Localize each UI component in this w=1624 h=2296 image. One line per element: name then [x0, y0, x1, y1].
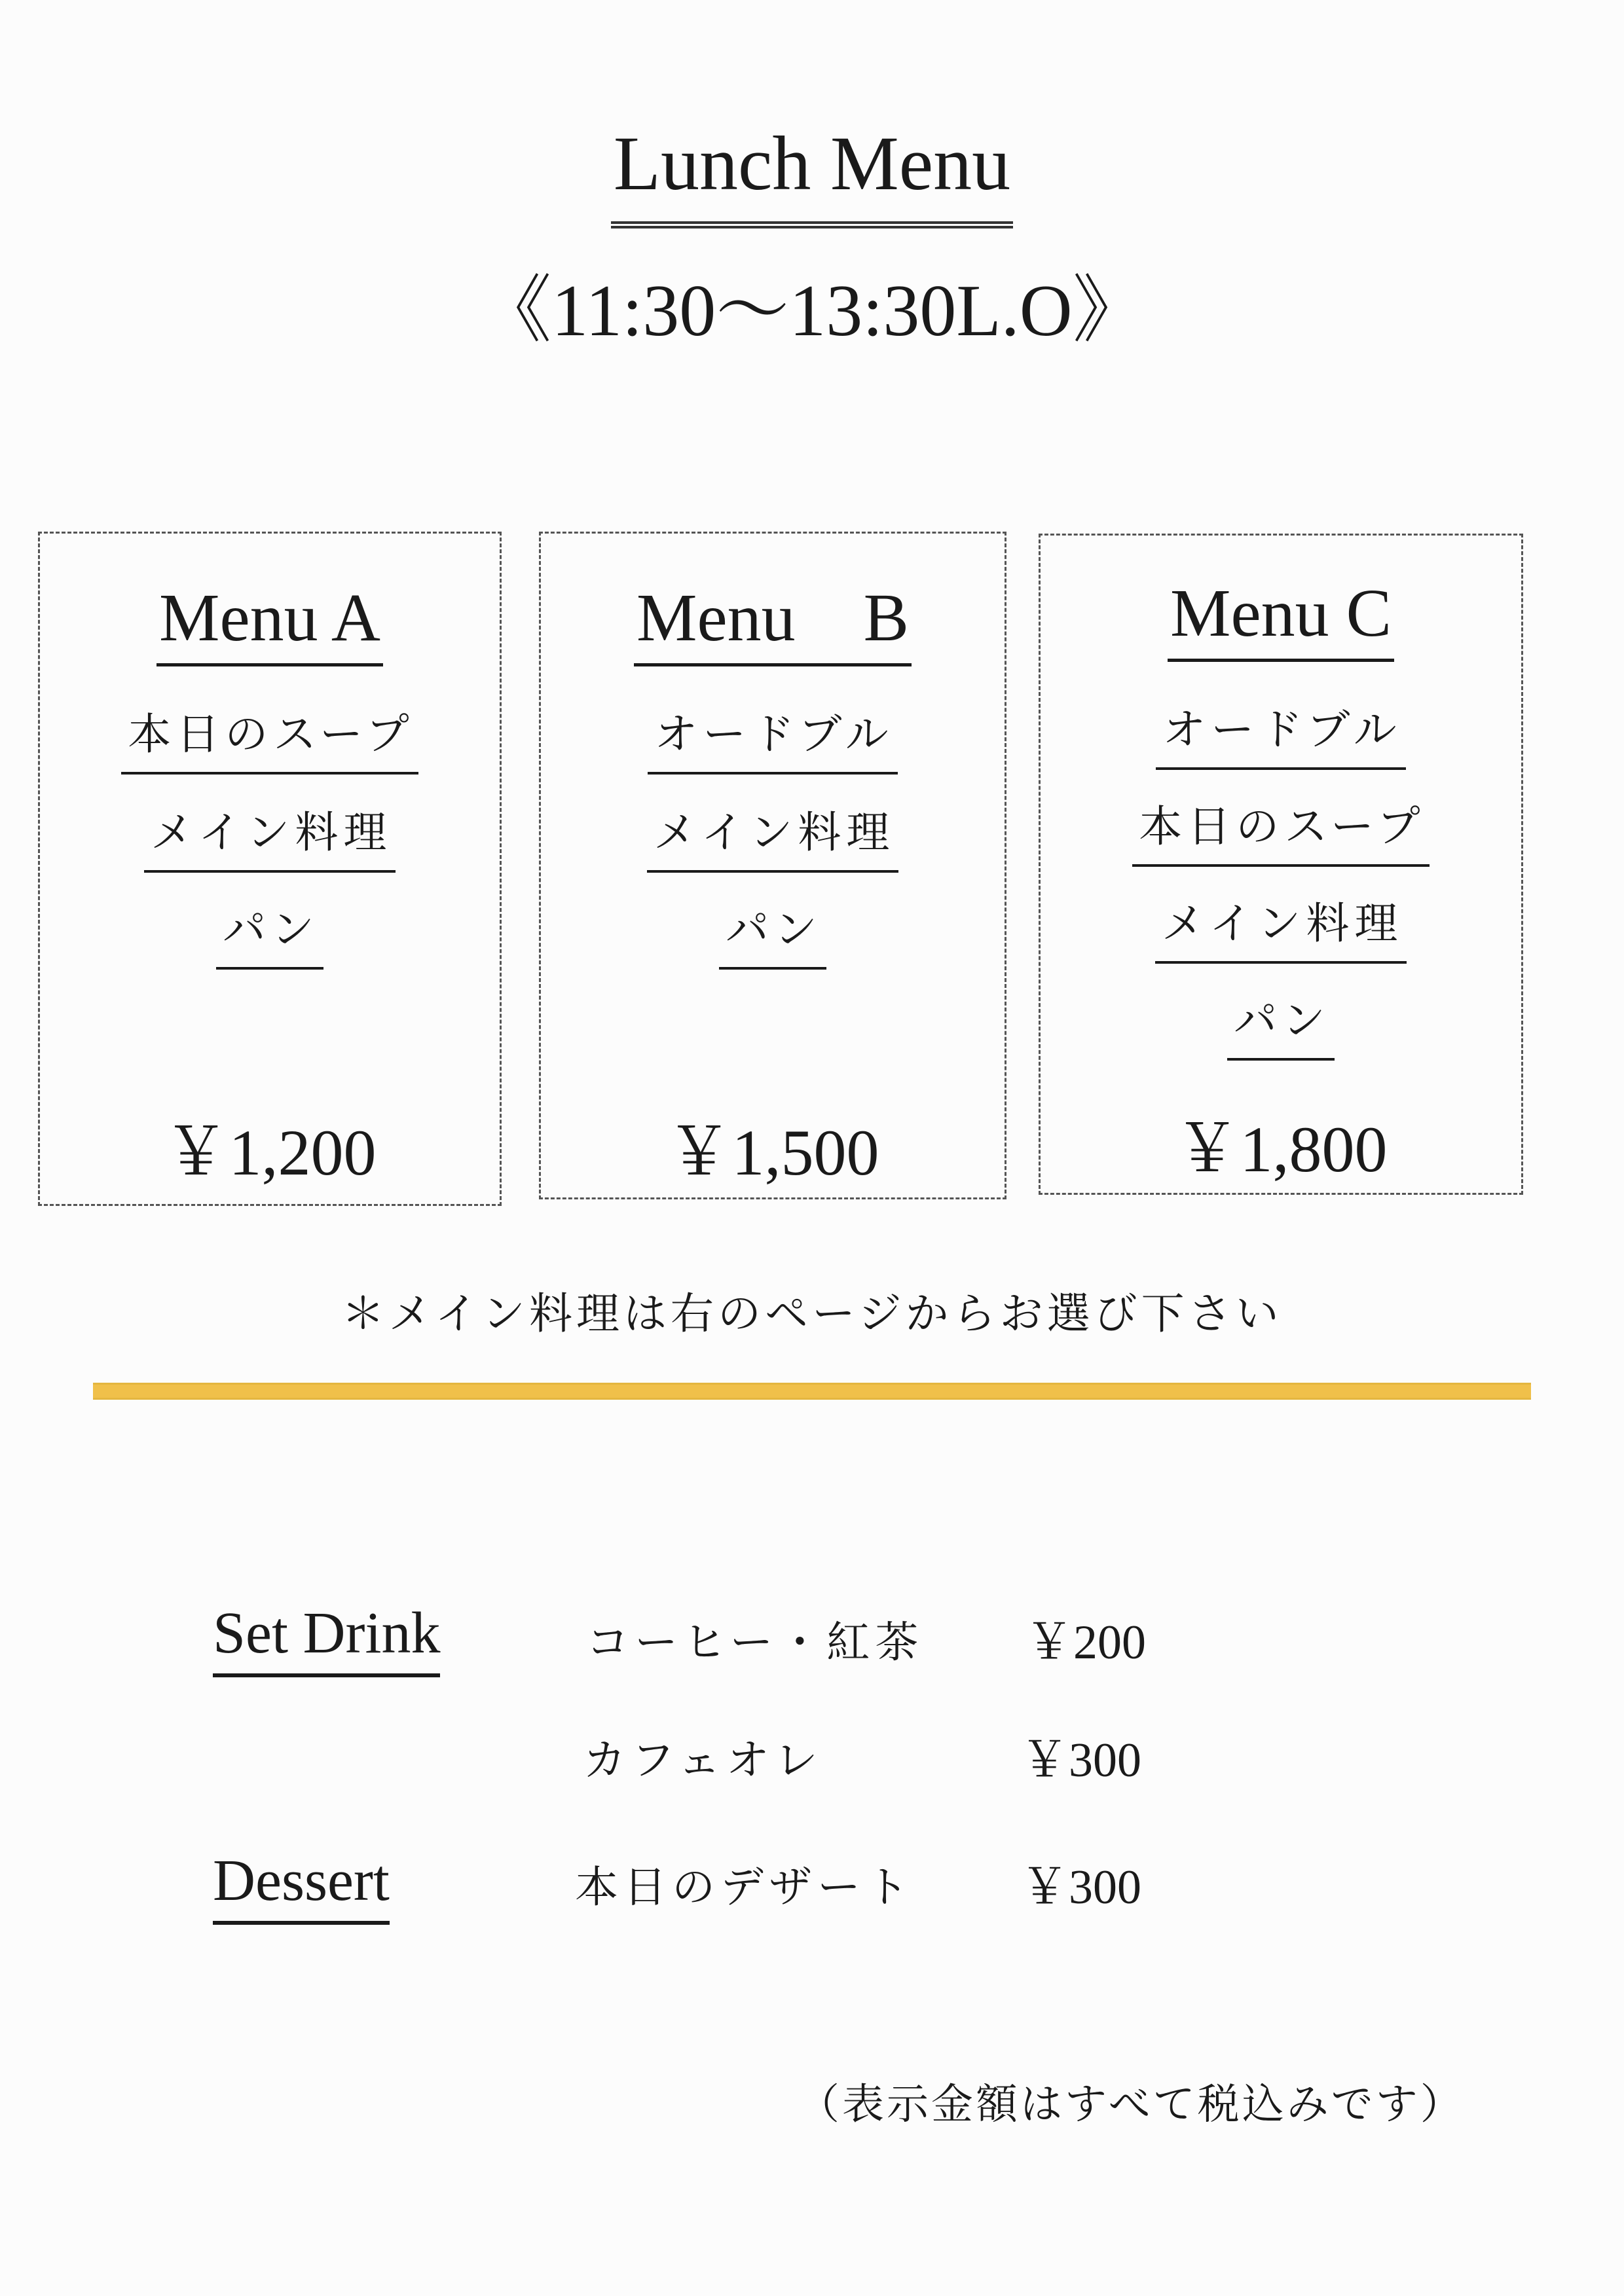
menu-a-item-2: メイン料理	[40, 803, 500, 873]
gold-divider	[93, 1383, 1531, 1400]
menu-c-price: ￥1,800	[1174, 1113, 1388, 1186]
tax-note: （表示金額はすべて税込みです）	[798, 2081, 1465, 2129]
drink-price-coffee-tea: ￥200	[1025, 1616, 1146, 1669]
menu-card-c	[1039, 534, 1523, 1195]
dessert-price-today: ￥300	[1020, 1861, 1141, 1914]
menu-c-title: Menu C	[1041, 575, 1521, 662]
menu-a-item-1: 本日のスープ	[40, 705, 500, 774]
title-container	[0, 118, 1624, 228]
dessert-label: Dessert	[213, 1845, 390, 1925]
main-dish-note: ＊メイン料理は右のページからお選び下さい	[341, 1288, 1283, 1339]
menu-card-b	[539, 532, 1006, 1199]
menu-a-item-3: パン	[40, 900, 500, 970]
menu-b-item-2: メイン料理	[541, 803, 1005, 873]
menu-b-item-3: パン	[541, 900, 1005, 970]
drink-item-cafe-au-lait: カフェオレ	[583, 1735, 823, 1785]
menu-b-price: ￥1,500	[666, 1116, 879, 1189]
menu-c-item-1: オードブル	[1041, 701, 1521, 770]
menu-a-price: ￥1,200	[163, 1116, 377, 1189]
menu-a-title: Menu A	[40, 579, 500, 666]
menu-b-item-1: オードブル	[541, 705, 1005, 774]
menu-c-item-2: 本日のスープ	[1041, 797, 1521, 867]
lunch-hours: 《11:30〜13:30L.O》	[478, 270, 1146, 352]
drink-price-cafe-au-lait: ￥300	[1020, 1734, 1141, 1787]
menu-b-title: Menu B	[541, 579, 1005, 666]
menu-c-item-4: パン	[1041, 991, 1521, 1061]
page-title: Lunch Menu	[611, 118, 1013, 228]
set-drink-label: Set Drink	[213, 1597, 440, 1677]
drink-item-coffee-tea: コーヒー・紅茶	[586, 1617, 924, 1667]
note-container	[0, 1285, 1624, 1343]
menu-c-item-3: メイン料理	[1041, 894, 1521, 964]
menu-card-a	[38, 532, 502, 1206]
hours-container	[0, 265, 1624, 357]
dessert-item-today: 本日のデザート	[575, 1862, 914, 1912]
